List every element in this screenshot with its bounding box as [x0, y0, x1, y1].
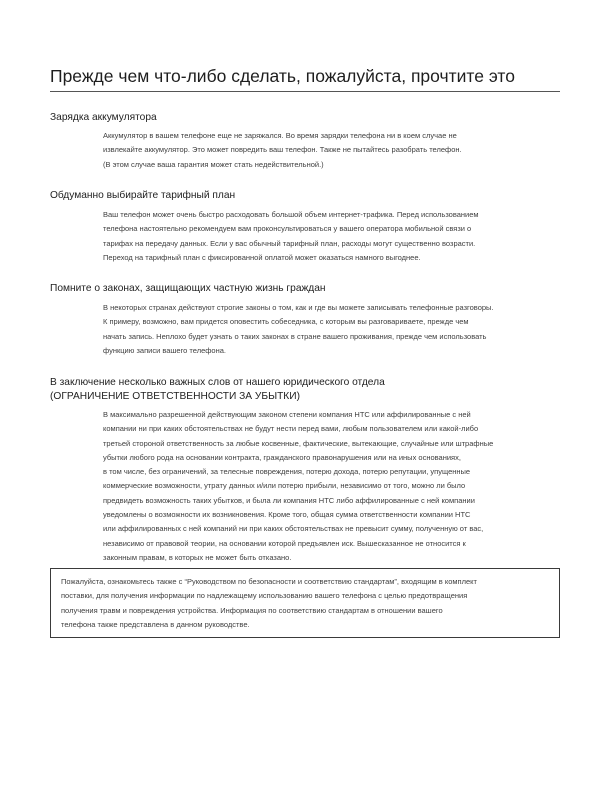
- body-line: В некоторых странах действуют строгие законы о том, как и где вы можете записывать телефонные разговоры.: [103, 303, 494, 312]
- page-title: Прежде чем что-либо сделать, пожалуйста, прочтите это: [50, 66, 515, 86]
- section-body-privacy: [103, 301, 563, 358]
- body-line: или аффилированных с ней компаний ни при каких обстоятельствах не превысит сумму, полученную от вас,: [103, 524, 484, 534]
- safety-notice-box: [50, 568, 560, 638]
- body-line: функцию записи вашего телефона.: [103, 345, 226, 355]
- body-line: В максимально разрешенной действующим законом степени компания HTC или аффилированные с ней: [103, 410, 471, 419]
- section-heading-privacy: [50, 282, 326, 296]
- body-line: в том числе, без ограничений, за телесные повреждения, потерю дохода, потерю репутации, упущенные: [103, 467, 471, 477]
- heading-line: Помните о законах, защищающих частную жизнь граждан: [50, 283, 326, 294]
- heading-line: (ОГРАНИЧЕНИЕ ОТВЕТСТВЕННОСТИ ЗА УБЫТКИ): [50, 391, 300, 402]
- body-line: третьей стороной ответственность за любые косвенные, фактические, вытекающие, случайные или штрафные: [103, 438, 494, 448]
- body-line: предвидеть возможность таких убытков, и была ли компания HTC либо аффилированные с ней компании: [103, 495, 475, 505]
- section-heading-legal: [50, 376, 385, 404]
- body-line: (В этом случае ваша гарантия может стать недействительной.): [103, 159, 324, 169]
- body-line: извлекайте аккумулятор. Это может повредить ваш телефон. Также не пытайтесь разобрать телефон.: [103, 145, 462, 155]
- section-body-battery: [103, 129, 563, 172]
- body-line: независимо от правовой теории, на основании которой предъявлен иск. Вышесказанное не относится к: [103, 538, 466, 548]
- section-body-legal: [103, 408, 563, 565]
- body-line: телефона настоятельно рекомендуем вам проконсультироваться у вашего оператора мобильной связи о: [103, 224, 472, 234]
- section-heading-tariff: [50, 189, 235, 203]
- heading-line: Обдуманно выбирайте тарифный план: [50, 190, 236, 201]
- heading-line: Зарядка аккумулятора: [50, 112, 157, 123]
- notice-line: получения травм и повреждения устройства. Информация по соответствию стандартам в отношении вашего: [61, 605, 443, 615]
- body-line: Аккумулятор в вашем телефоне еще не заряжался. Во время зарядки телефона ни в коем случае не: [103, 131, 457, 140]
- body-line: К примеру, возможно, вам придется оповестить собеседника, с которым вы разговариваете, прежде чем: [103, 317, 469, 327]
- title-divider: [50, 91, 560, 92]
- section-heading-battery: [50, 111, 157, 125]
- body-line: законным правам, в которых не может быть отказано.: [103, 552, 292, 562]
- body-line: убытки любого рода на основании контракта, гражданского правонарушения или на иных основаниях,: [103, 452, 461, 462]
- section-body-tariff: [103, 208, 563, 265]
- notice-line: Пожалуйста, ознакомьтесь также с “Руководством по безопасности и соответствию стандартам”, входящим в комплект: [61, 577, 477, 586]
- body-line: тарифах на передачу данных. Если у вас обычный тарифный план, расходы могут существенно возрасти.: [103, 238, 476, 248]
- body-line: компании ни при каких обстоятельствах не будут нести перед вами, любым пользователем или какой-либо: [103, 424, 479, 434]
- body-line: Переход на тарифный план с фиксированной оплатой может оказаться намного выгоднее.: [103, 252, 421, 262]
- body-line: начать запись. Неплохо будет узнать о таких законах в стране вашего проживания, прежде чем использовать: [103, 331, 487, 341]
- body-line: уведомлены о возможности их возникновения. Кроме того, общая сумма ответственности компании HTC: [103, 510, 471, 520]
- notice-line: поставки, для получения информации по надлежащему использованию вашего телефона с целью предотвращения: [61, 591, 468, 601]
- notice-text: [61, 575, 551, 632]
- notice-line: телефона также представлена в данном руководстве.: [61, 619, 250, 629]
- body-line: коммерческие возможности, утрату данных и/или потерю прибыли, независимо от того, можно ли было: [103, 481, 466, 491]
- body-line: Ваш телефон может очень быстро расходовать большой объем интернет-трафика. Перед использованием: [103, 210, 479, 219]
- heading-line: В заключение несколько важных слов от нашего юридического отдела: [50, 377, 385, 388]
